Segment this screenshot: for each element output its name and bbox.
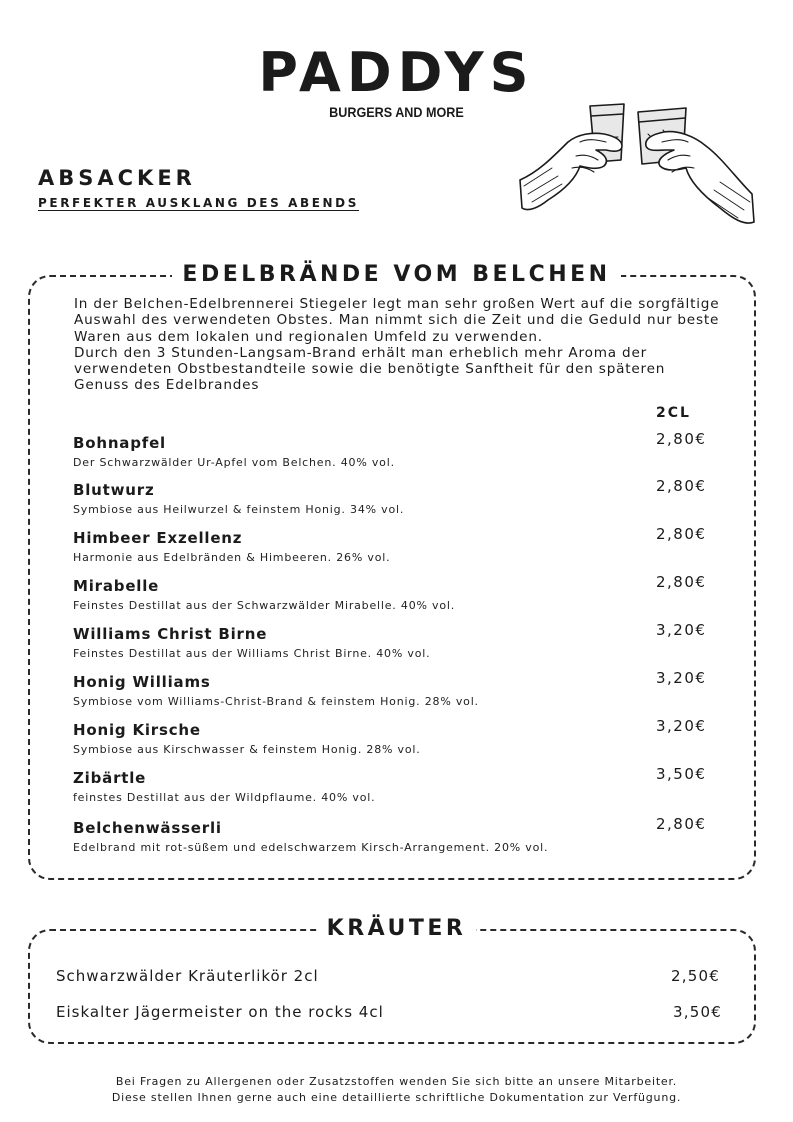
menu-item: [73, 815, 723, 854]
item-description: Edelbrand mit rot-süßem und edelschwarzem Kirsch-Arrangement. 20% vol.: [73, 841, 549, 854]
menu-item: [73, 430, 723, 469]
kraeuter-item: [56, 1003, 722, 1021]
intro-text: In der Belchen-Edelbrennerei Stiegeler legt man sehr großen Wert auf die sorgfältige Auswahl des verwendeten Obstes. Man nimmt sich die Zeit und die Geduld nur beste Waren aus dem lokalen und regionalen Umfeld zu verwenden. Durch den 3 Stunden-Langsam-Brand erhält man erheblich mehr Aroma der verwendeten Obstbestandteile sowie die benötigte Sanftheit für den späteren Genuss des Edelbrandes: [74, 296, 720, 394]
section-subtitle: PERFEKTER AUSKLANG DES ABENDS: [38, 196, 359, 210]
menu-item: [73, 477, 723, 516]
menu-item: [73, 669, 723, 708]
item-description: Der Schwarzwälder Ur-Apfel vom Belchen. 40% vol.: [73, 456, 395, 469]
item-price: 2,80€: [656, 430, 707, 448]
brand-name: PADDYS: [258, 41, 535, 104]
item-description: Symbiose vom Williams-Christ-Brand & feinstem Honig. 28% vol.: [73, 695, 479, 708]
item-price: 2,80€: [656, 477, 707, 495]
item-price: 2,80€: [656, 815, 707, 833]
menu-item: [73, 525, 723, 564]
brand-tagline: BURGERS AND MORE: [329, 104, 464, 120]
menu-item: [73, 573, 723, 612]
section-header: [38, 166, 359, 210]
item-name: Zibärtle: [73, 769, 147, 787]
kraeuter-item-name: Schwarzwälder Kräuterlikör 2cl: [56, 967, 319, 985]
toasting-glasses-illustration: [518, 98, 758, 230]
allergen-notice: [0, 1074, 793, 1106]
edelbraende-title: EDELBRÄNDE VOM BELCHEN: [172, 262, 620, 287]
footer-line-2: Diese stellen Ihnen gerne auch eine detaillierte schriftliche Dokumentation zur Verfügung.: [111, 1091, 682, 1104]
item-description: Feinstes Destillat aus der Schwarzwälder Mirabelle. 40% vol.: [73, 599, 456, 612]
item-description: feinstes Destillat aus der Wildpflaume. 40% vol.: [73, 791, 376, 804]
item-description: Symbiose aus Heilwurzel & feinstem Honig. 34% vol.: [73, 503, 405, 516]
item-price: 3,20€: [656, 621, 707, 639]
edelbraende-heading: [0, 262, 793, 287]
kraeuter-item-price: 3,50€: [673, 1003, 722, 1021]
item-description: Symbiose aus Kirschwasser & feinstem Honig. 28% vol.: [73, 743, 421, 756]
item-price: 2,80€: [656, 525, 707, 543]
item-name: Blutwurz: [73, 481, 155, 499]
kraeuter-item-price: 2,50€: [671, 967, 720, 985]
item-price: 3,20€: [656, 717, 707, 735]
item-name: Honig Kirsche: [73, 721, 201, 739]
item-price: 3,50€: [656, 765, 707, 783]
footer-line-1: Bei Fragen zu Allergenen oder Zusatzstoffen wenden Sie sich bitte an unsere Mitarbeiter.: [115, 1075, 678, 1088]
item-name: Honig Williams: [73, 673, 211, 691]
item-name: Bohnapfel: [73, 434, 166, 452]
kraeuter-item: [56, 967, 722, 985]
kraeuter-item-name: Eiskalter Jägermeister on the rocks 4cl: [56, 1003, 384, 1021]
kraeuter-heading: [0, 916, 793, 941]
item-name: Himbeer Exzellenz: [73, 529, 243, 547]
size-column-header: 2CL: [656, 405, 691, 421]
menu-item: [73, 717, 723, 756]
menu-item: [73, 765, 723, 804]
item-price: 2,80€: [656, 573, 707, 591]
menu-item: [73, 621, 723, 660]
edelbraende-intro: [74, 296, 724, 394]
item-name: Williams Christ Birne: [73, 625, 268, 643]
item-name: Mirabelle: [73, 577, 160, 595]
kraeuter-box: [28, 929, 756, 1044]
kraeuter-title: KRÄUTER: [317, 916, 477, 941]
item-name: Belchenwässerli: [73, 819, 222, 837]
section-title: ABSACKER: [38, 166, 196, 190]
item-description: Harmonie aus Edelbränden & Himbeeren. 26% vol.: [73, 551, 391, 564]
item-price: 3,20€: [656, 669, 707, 687]
item-description: Feinstes Destillat aus der Williams Christ Birne. 40% vol.: [73, 647, 431, 660]
